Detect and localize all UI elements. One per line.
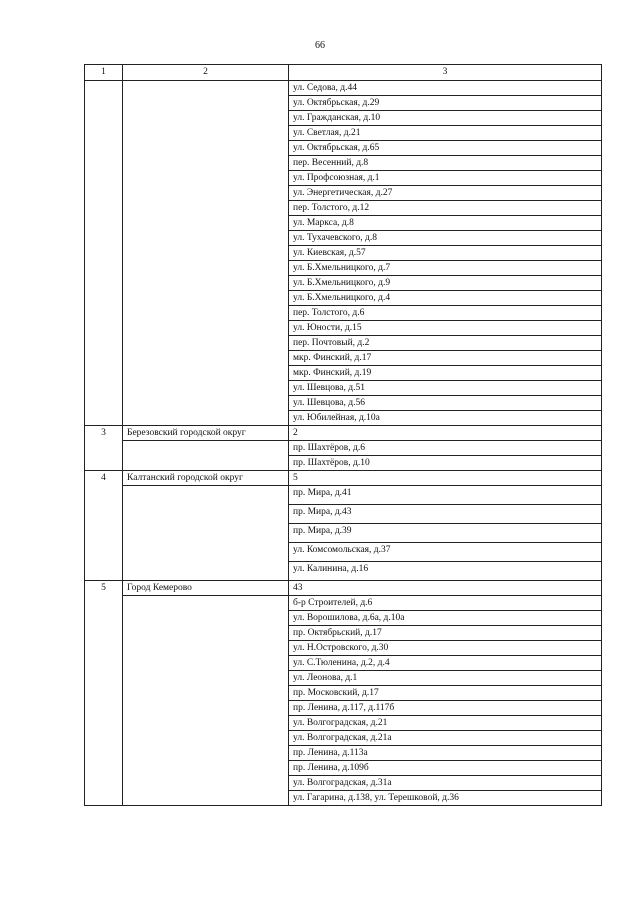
- section-row: [85, 581, 602, 596]
- address-cell: ул. Светлая, д.21: [289, 126, 602, 141]
- address-cell: мкр. Финский, д.17: [289, 351, 602, 366]
- table-row: [85, 486, 602, 505]
- page-number: 66: [315, 40, 325, 51]
- header-col-1: 1: [85, 65, 123, 81]
- address-cell: пр. Октябрьский, д.17: [289, 626, 602, 641]
- section-row: [85, 426, 602, 441]
- address-cell: ул. Волгоградская, д.31а: [289, 776, 602, 791]
- district-blank-cell: [123, 441, 289, 471]
- address-cell: ул. Тухачевского, д.8: [289, 231, 602, 246]
- address-cell: ул. Волгоградская, д.21: [289, 716, 602, 731]
- address-count: 5: [289, 471, 602, 486]
- address-table: [84, 64, 602, 806]
- address-cell: ул. Волгоградская, д.21а: [289, 731, 602, 746]
- address-cell: ул. Н.Островского, д.30: [289, 641, 602, 656]
- section-number: 3: [85, 426, 123, 471]
- table-row: [85, 81, 602, 96]
- address-cell: пр. Московский, д.17: [289, 686, 602, 701]
- cont-num-cell: [85, 81, 123, 426]
- address-cell: ул. Октябрьская, д.65: [289, 141, 602, 156]
- address-cell: ул. Юности, д.15: [289, 321, 602, 336]
- district-blank-cell: [123, 596, 289, 806]
- address-cell: ул. Шевцова, д.56: [289, 396, 602, 411]
- address-cell: пр. Шахтёров, д.6: [289, 441, 602, 456]
- address-cell: ул. Энергетическая, д.27: [289, 186, 602, 201]
- address-cell: пер. Почтовый, д.2: [289, 336, 602, 351]
- address-cell: ул. Шевцова, д.51: [289, 381, 602, 396]
- address-cell: ул. Б.Хмельницкого, д.7: [289, 261, 602, 276]
- district-name: Калтанский городской округ: [123, 471, 289, 486]
- address-cell: ул. Гражданская, д.10: [289, 111, 602, 126]
- address-cell: пр. Ленина, д.109б: [289, 761, 602, 776]
- address-cell: ул. Гагарина, д.138, ул. Терешковой, д.36: [289, 791, 602, 806]
- district-name: Березовский городской округ: [123, 426, 289, 441]
- address-cell: пр. Мира, д.39: [289, 524, 602, 543]
- section-number: 4: [85, 471, 123, 581]
- address-count: 43: [289, 581, 602, 596]
- header-col-2: 2: [123, 65, 289, 81]
- address-count: 2: [289, 426, 602, 441]
- address-cell: ул. Комсомольская, д.37: [289, 543, 602, 562]
- section-row: [85, 471, 602, 486]
- address-cell: ул. Седова, д.44: [289, 81, 602, 96]
- table-row: [85, 596, 602, 611]
- table-row: [85, 441, 602, 456]
- address-cell: ул. Калинина, д.16: [289, 562, 602, 581]
- address-cell: ул. Киевская, д.57: [289, 246, 602, 261]
- address-cell: ул. Юбилейная, д.10а: [289, 411, 602, 426]
- address-cell: мкр. Финский, д.19: [289, 366, 602, 381]
- address-cell: ул. Б.Хмельницкого, д.9: [289, 276, 602, 291]
- district-name: Город Кемерово: [123, 581, 289, 596]
- address-cell: пр. Ленина, д.117, д.117б: [289, 701, 602, 716]
- address-cell: пер. Толстого, д.6: [289, 306, 602, 321]
- address-cell: пр. Мира, д.43: [289, 505, 602, 524]
- table-header-row: [85, 65, 602, 81]
- section-number: 5: [85, 581, 123, 806]
- address-cell: пр. Шахтёров, д.10: [289, 456, 602, 471]
- header-col-3: 3: [289, 65, 602, 81]
- address-cell: ул. Б.Хмельницкого, д.4: [289, 291, 602, 306]
- address-cell: пер. Толстого, д.12: [289, 201, 602, 216]
- address-cell: б-р Строителей, д.6: [289, 596, 602, 611]
- address-cell: ул. С.Тюленина, д.2, д.4: [289, 656, 602, 671]
- address-cell: пер. Весенний, д.8: [289, 156, 602, 171]
- district-blank-cell: [123, 486, 289, 581]
- address-cell: пр. Ленина, д.113а: [289, 746, 602, 761]
- cont-name-cell: [123, 81, 289, 426]
- address-cell: ул. Октябрьская, д.29: [289, 96, 602, 111]
- address-cell: ул. Маркса, д.8: [289, 216, 602, 231]
- address-cell: ул. Леонова, д.1: [289, 671, 602, 686]
- address-cell: пр. Мира, д.41: [289, 486, 602, 505]
- address-cell: ул. Ворошилова, д.6а, д.10а: [289, 611, 602, 626]
- address-cell: ул. Профсоюзная, д.1: [289, 171, 602, 186]
